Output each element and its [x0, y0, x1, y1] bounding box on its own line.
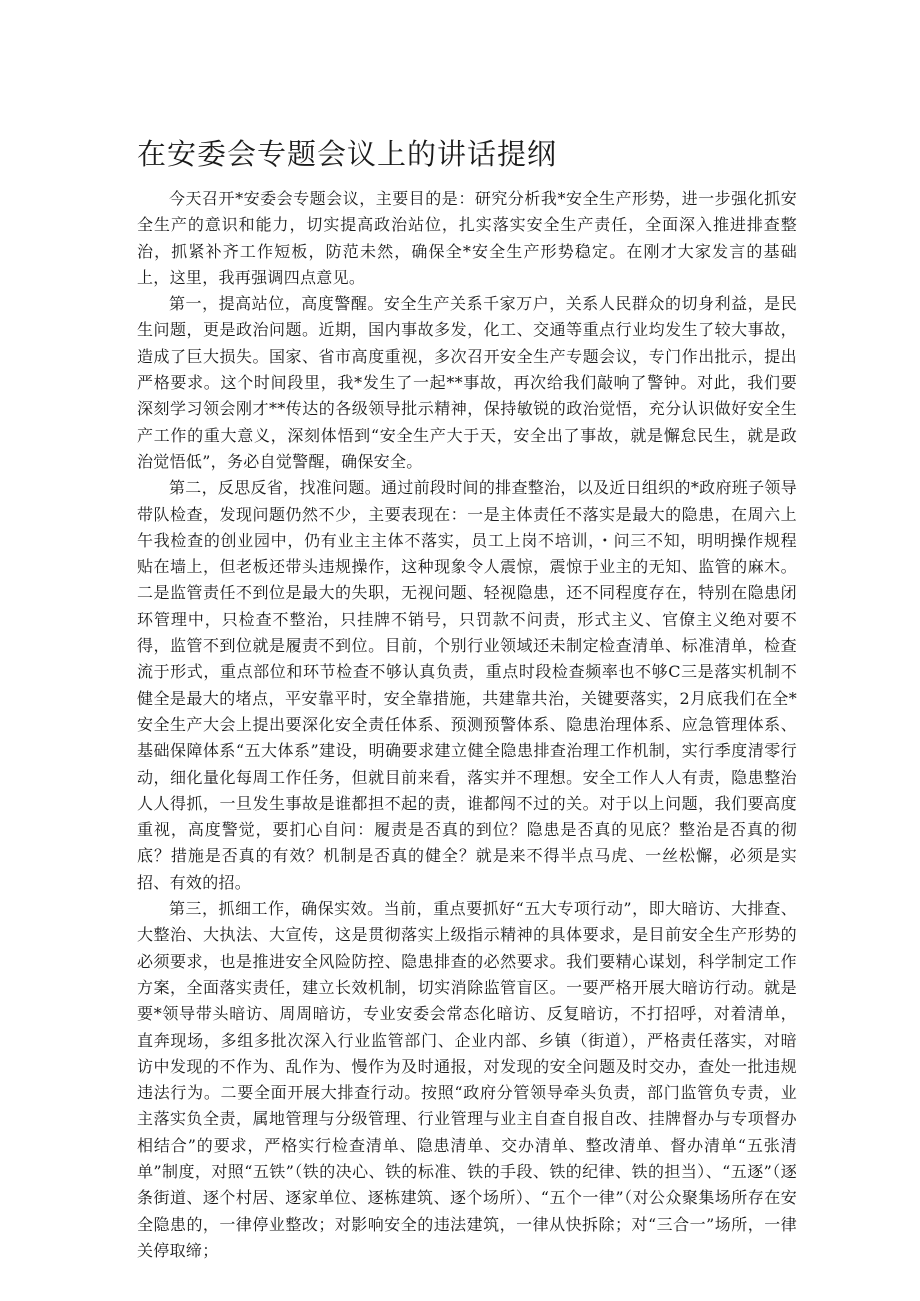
paragraph-intro: 今天召开*安委会专题会议，主要目的是：研究分析我*安全生产形势，进一步强化抓安全生产的意识和能力，切实提高政治站位，扎实落实安全生产责任，全面深入推进排查整治，抓紧补齐工作短板，防范未然，确保全*安全生产形势稳定。在刚才大家发言的基础上，这里，我再强调四点意见。	[137, 189, 797, 287]
document-body	[137, 186, 797, 1264]
paragraph-point-2: 第二，反思反省，找准问题。通过前段时间的排查整治，以及近日组织的*政府班子领导带队检查，发现问题仍然不少，主要表现在：一是主体责任不落实是最大的隐患，在周六上午我检查的创业园中，仍有业主主体不落实，员工上岗不培训，・问三不知，明明操作规程贴在墙上，但老板还带头违规操作，这种现象令人震惊，震惊于业主的无知、监管的麻木。二是监管责任不到位是最大的失职，无视问题、轻视隐患，还不同程度存在，特别在隐患闭环管理中，只检查不整治，只挂牌不销号，只罚款不问责，形式主义、官僚主义绝对要不得，监管不到位就是履责不到位。目前，个别行业领域还未制定检查清单、标准清单，检查流于形式，重点部位和环节检查不够认真负责，重点时段检查频率也不够C三是落实机制不健全是最大的堵点，平安靠平时，安全靠措施，共建靠共治，关键要落实，2月底我们在全*安全生产大会上提出要深化安全责任体系、预测预警体系、隐患治理体系、应急管理体系、基础保障体系“五大体系”建设，明确要求建立健全隐患排查治理工作机制，实行季度清零行动，细化量化每周工作任务，但就目前来看，落实并不理想。安全工作人人有责，隐患整治人人得抓，一旦发生事故是谁都担不起的责，谁都闯不过的关。对于以上问题，我们要高度重视，高度警觉，要扪心自问：履责是否真的到位？隐患是否真的见底？整治是否真的彻底？措施是否真的有效？机制是否真的健全？就是来不得半点马虎、一丝松懈，必须是实招、有效的招。	[137, 478, 797, 892]
paragraph-point-3: 第三，抓细工作，确保实效。当前，重点要抓好“五大专项行动”，即大暗访、大排查、大整治、大执法、大宣传，这是贯彻落实上级指示精神的具体要求，是目前安全生产形势的必须要求，也是推进安全风险防控、隐患排查的必然要求。我们要精心谋划，科学制定工作方案，全面落实责任，建立长效机制，切实消除监管盲区。一要严格开展大暗访行动。就是要*领导带头暗访、周周暗访，专业安委会常态化暗访、反复暗访，不打招呼，对着清单，直奔现场，多组多批次深入行业监管部门、企业内部、乡镇（街道），严格责任落实，对暗访中发现的不作为、乱作为、慢作为及时通报，对发现的安全问题及时交办，查处一批违规违法行为。二要全面开展大排查行动。按照“政府分管领导牵头负责，部门监管负专责，业主落实负全责，属地管理与分级管理、行业管理与业主自查自报自改、挂牌督办与专项督办相结合”的要求，严格实行检查清单、隐患清单、交办清单、整改清单、督办清单“五张清单”制度，对照“五铁”（铁的决心、铁的标准、铁的手段、铁的纪律、铁的担当）、“五逐”（逐条街道、逐个村居、逐家单位、逐栋建筑、逐个场所）、“五个一律”（对公众聚集场所存在安全隐患的，一律停业整改；对影响安全的违法建筑，一律从快拆除；对“三合一”场所，一律关停取缔；	[137, 899, 797, 1260]
paragraph-point-1: 第一，提高站位，高度警醒。安全生产关系千家万户，关系人民群众的切身利益，是民生问题，更是政治问题。近期，国内事故多发，化工、交通等重点行业均发生了较大事故，造成了巨大损失。国家、省市高度重视，多次召开安全生产专题会议，专门作出批示，提出严格要求。这个时间段里，我*发生了一起**事故，再次给我们敲响了警钟。对此，我们要深刻学习领会刚才**传达的各级领导批示精神，保持敏锐的政治觉悟，充分认识做好安全生产工作的重大意义，深刻体悟到“安全生产大于天，安全出了事故，就是懈怠民生，就是政治觉悟低”，务必自觉警醒，确保安全。	[137, 294, 797, 471]
document-title: 在安委会专题会议上的讲话提纲	[137, 137, 558, 171]
